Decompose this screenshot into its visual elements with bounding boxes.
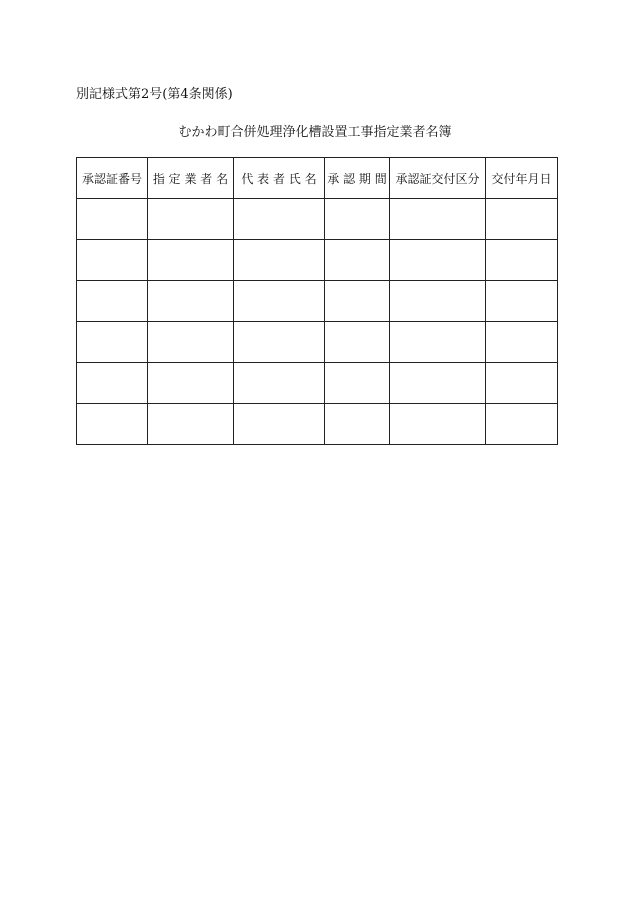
table-row [77, 281, 558, 322]
table-cell [234, 404, 325, 445]
form-label: 別記様式第2号(第4条関係) [76, 87, 233, 102]
table-cell [390, 199, 486, 240]
column-header-representative-name: 代 表 者 氏 名 [234, 158, 325, 199]
table-row [77, 240, 558, 281]
table-row [77, 199, 558, 240]
table-cell [390, 240, 486, 281]
table-cell [234, 363, 325, 404]
table-cell [148, 404, 234, 445]
table-cell [325, 322, 390, 363]
table-cell [486, 199, 558, 240]
table-cell [148, 322, 234, 363]
table-cell [148, 363, 234, 404]
column-header-approval-period: 承 認 期 間 [325, 158, 390, 199]
table-cell [325, 199, 390, 240]
table-cell [325, 240, 390, 281]
table-cell [77, 404, 148, 445]
table-cell [486, 363, 558, 404]
table-cell [234, 281, 325, 322]
table-cell [486, 404, 558, 445]
table-row [77, 363, 558, 404]
table-cell [148, 240, 234, 281]
register-table [76, 157, 558, 445]
table-cell [390, 322, 486, 363]
table-cell [486, 240, 558, 281]
table-cell [325, 404, 390, 445]
table-row [77, 404, 558, 445]
document-title: むかわ町合併処理浄化槽設置工事指定業者名簿 [178, 125, 452, 140]
table-cell [325, 363, 390, 404]
table-row [77, 322, 558, 363]
table-cell [148, 281, 234, 322]
column-header-issue-date: 交付年月日 [486, 158, 558, 199]
column-header-designated-contractor: 指 定 業 者 名 [148, 158, 234, 199]
table-cell [325, 281, 390, 322]
table-cell [390, 404, 486, 445]
table-cell [486, 322, 558, 363]
column-header-certificate-number: 承認証番号 [77, 158, 148, 199]
table-cell [148, 199, 234, 240]
table-cell [234, 199, 325, 240]
column-header-issuance-category: 承認証交付区分 [390, 158, 486, 199]
table-cell [390, 363, 486, 404]
table-cell [234, 322, 325, 363]
table-cell [234, 240, 325, 281]
table-cell [77, 281, 148, 322]
table-cell [486, 281, 558, 322]
header-row [77, 158, 558, 199]
table-cell [77, 240, 148, 281]
table-cell [77, 199, 148, 240]
table-cell [390, 281, 486, 322]
table-cell [77, 363, 148, 404]
table-cell [77, 322, 148, 363]
